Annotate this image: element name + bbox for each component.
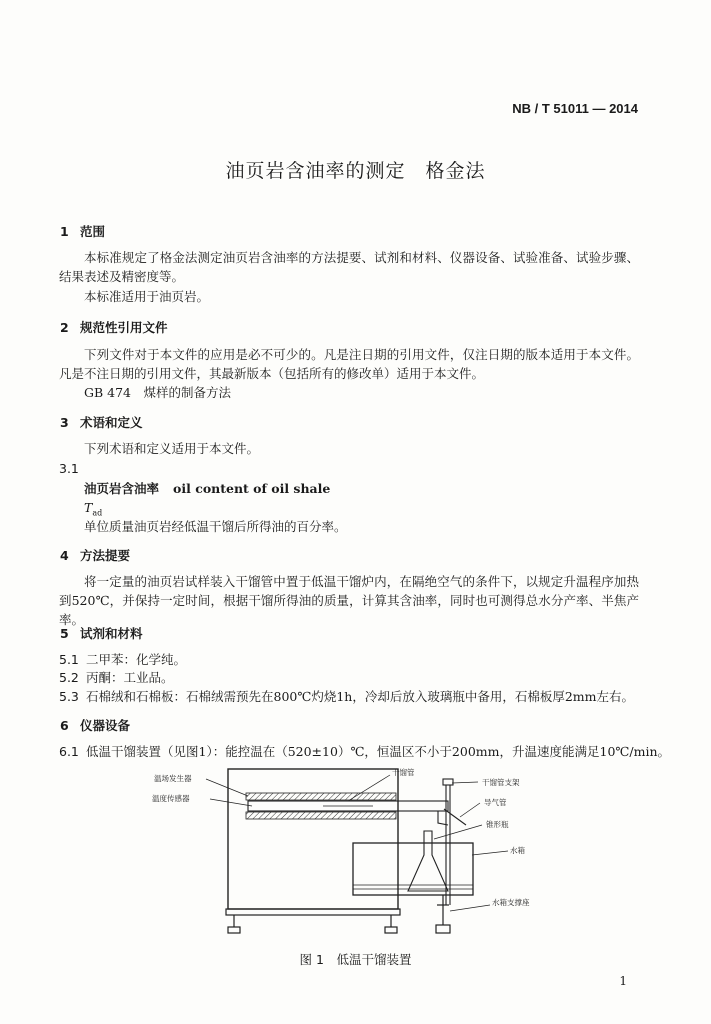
item-5-2-number: 5.2: [59, 670, 79, 685]
reference-gb474: GB 474 煤样的制备方法: [84, 385, 232, 400]
item-5-2-text: 丙酮：工业品。: [86, 670, 174, 685]
section-1-paragraph-2: 本标准适用于油页岩。: [84, 289, 210, 304]
section-2-heading: [60, 318, 168, 336]
item-5-3-text: 石棉绒和石棉板：石棉绒需预先在800℃灼烧1h，冷却后放入玻璃瓶中备用，石棉板厚2mm左右。: [86, 689, 635, 704]
label-sensor: 温度传感器: [152, 794, 190, 803]
subsection-3-1-number: 3.1: [59, 461, 79, 476]
section-2-number: 2: [60, 320, 69, 335]
section-3-number: 3: [60, 415, 69, 430]
section-2-title: 规范性引用文件: [80, 320, 168, 335]
furnace-legs: [228, 915, 397, 933]
term-chinese: 油页岩含油率: [84, 481, 160, 496]
standard-number: NB / T 51011 — 2014: [512, 101, 638, 116]
item-5-3: [59, 687, 634, 706]
item-6-1-number: 6.1: [59, 744, 79, 759]
heater-band-bottom: [246, 812, 396, 819]
section-1-title: 范围: [80, 224, 106, 239]
section-4-heading: [60, 546, 130, 564]
term-symbol-subscript: ad: [92, 508, 103, 518]
section-4-title: 方法提要: [80, 548, 131, 563]
page-number: 1: [619, 974, 627, 988]
item-6-1: [59, 742, 670, 761]
document-title: 油页岩含油率的测定 格金法: [225, 160, 486, 182]
label-water-tank: 水箱: [510, 846, 525, 855]
label-tank-support: 水箱支撑座: [492, 898, 530, 907]
section-3-heading: [60, 413, 143, 431]
section-5-title: 试剂和材料: [80, 626, 143, 641]
item-5-1-number: 5.1: [59, 652, 79, 667]
section-4-paragraph-1: 将一定量的油页岩试样装入干馏管中置于低温干馏炉内，在隔绝空气的条件下，以规定升温程序加热到520℃，并保持一定时间，根据干馏所得油的质量，计算其含油率，同时也可测得总水分产率、半焦产率。: [59, 574, 639, 627]
section-4-number: 4: [60, 548, 69, 563]
section-3-intro: 下列术语和定义适用于本文件。: [84, 441, 260, 456]
section-6-number: 6: [60, 718, 69, 733]
label-heater: 温场发生器: [154, 774, 192, 783]
item-5-1-text: 二甲苯：化学纯。: [86, 652, 187, 667]
label-gas-tube: 导气管: [484, 798, 507, 807]
tube-bracket: [443, 779, 453, 905]
section-1-number: 1: [60, 224, 69, 239]
label-tube: 干馏管: [392, 768, 415, 777]
term-entry: [84, 479, 330, 498]
term-english: oil content of oil shale: [173, 481, 331, 496]
term-definition: 单位质量油页岩经低温干馏后所得油的百分率。: [84, 519, 347, 534]
furnace-body: [228, 769, 398, 909]
section-5-heading: [60, 624, 143, 642]
heater-band-top: [246, 793, 396, 800]
section-1-paragraph-1: 本标准规定了格金法测定油页岩含油率的方法提要、试剂和材料、仪器设备、试验准备、试验步骤、结果表述及精密度等。: [59, 250, 639, 284]
label-flask: 锥形瓶: [486, 820, 509, 829]
tank-support: [436, 895, 450, 933]
furnace-base: [226, 909, 400, 915]
item-5-3-number: 5.3: [59, 689, 79, 704]
item-5-1: [59, 650, 186, 669]
section-1-heading: [60, 222, 105, 240]
section-2-paragraph-1: 下列文件对于本文件的应用是必不可少的。凡是注日期的引用文件，仅注日期的版本适用于本文件。凡是不注日期的引用文件，其最新版本（包括所有的修改单）适用于本文件。: [59, 347, 639, 381]
item-5-2: [59, 668, 174, 687]
conical-flask: [408, 831, 448, 891]
item-6-1-text: 低温干馏装置（见图1）：能控温在（520±10）℃，恒温区不小于200mm，升温速度能满足10℃/min。: [86, 744, 670, 759]
figure-1-caption: 图 1 低温干馏装置: [299, 952, 412, 967]
figure-1-low-temp-retort-diagram: [148, 765, 588, 965]
section-6-heading: [60, 716, 130, 734]
term-symbol-main: T: [84, 500, 93, 515]
water-tank: [353, 843, 473, 895]
section-6-title: 仪器设备: [80, 718, 131, 733]
section-5-number: 5: [60, 626, 69, 641]
section-3-title: 术语和定义: [80, 415, 143, 430]
label-bracket: 干馏管支架: [482, 778, 520, 787]
